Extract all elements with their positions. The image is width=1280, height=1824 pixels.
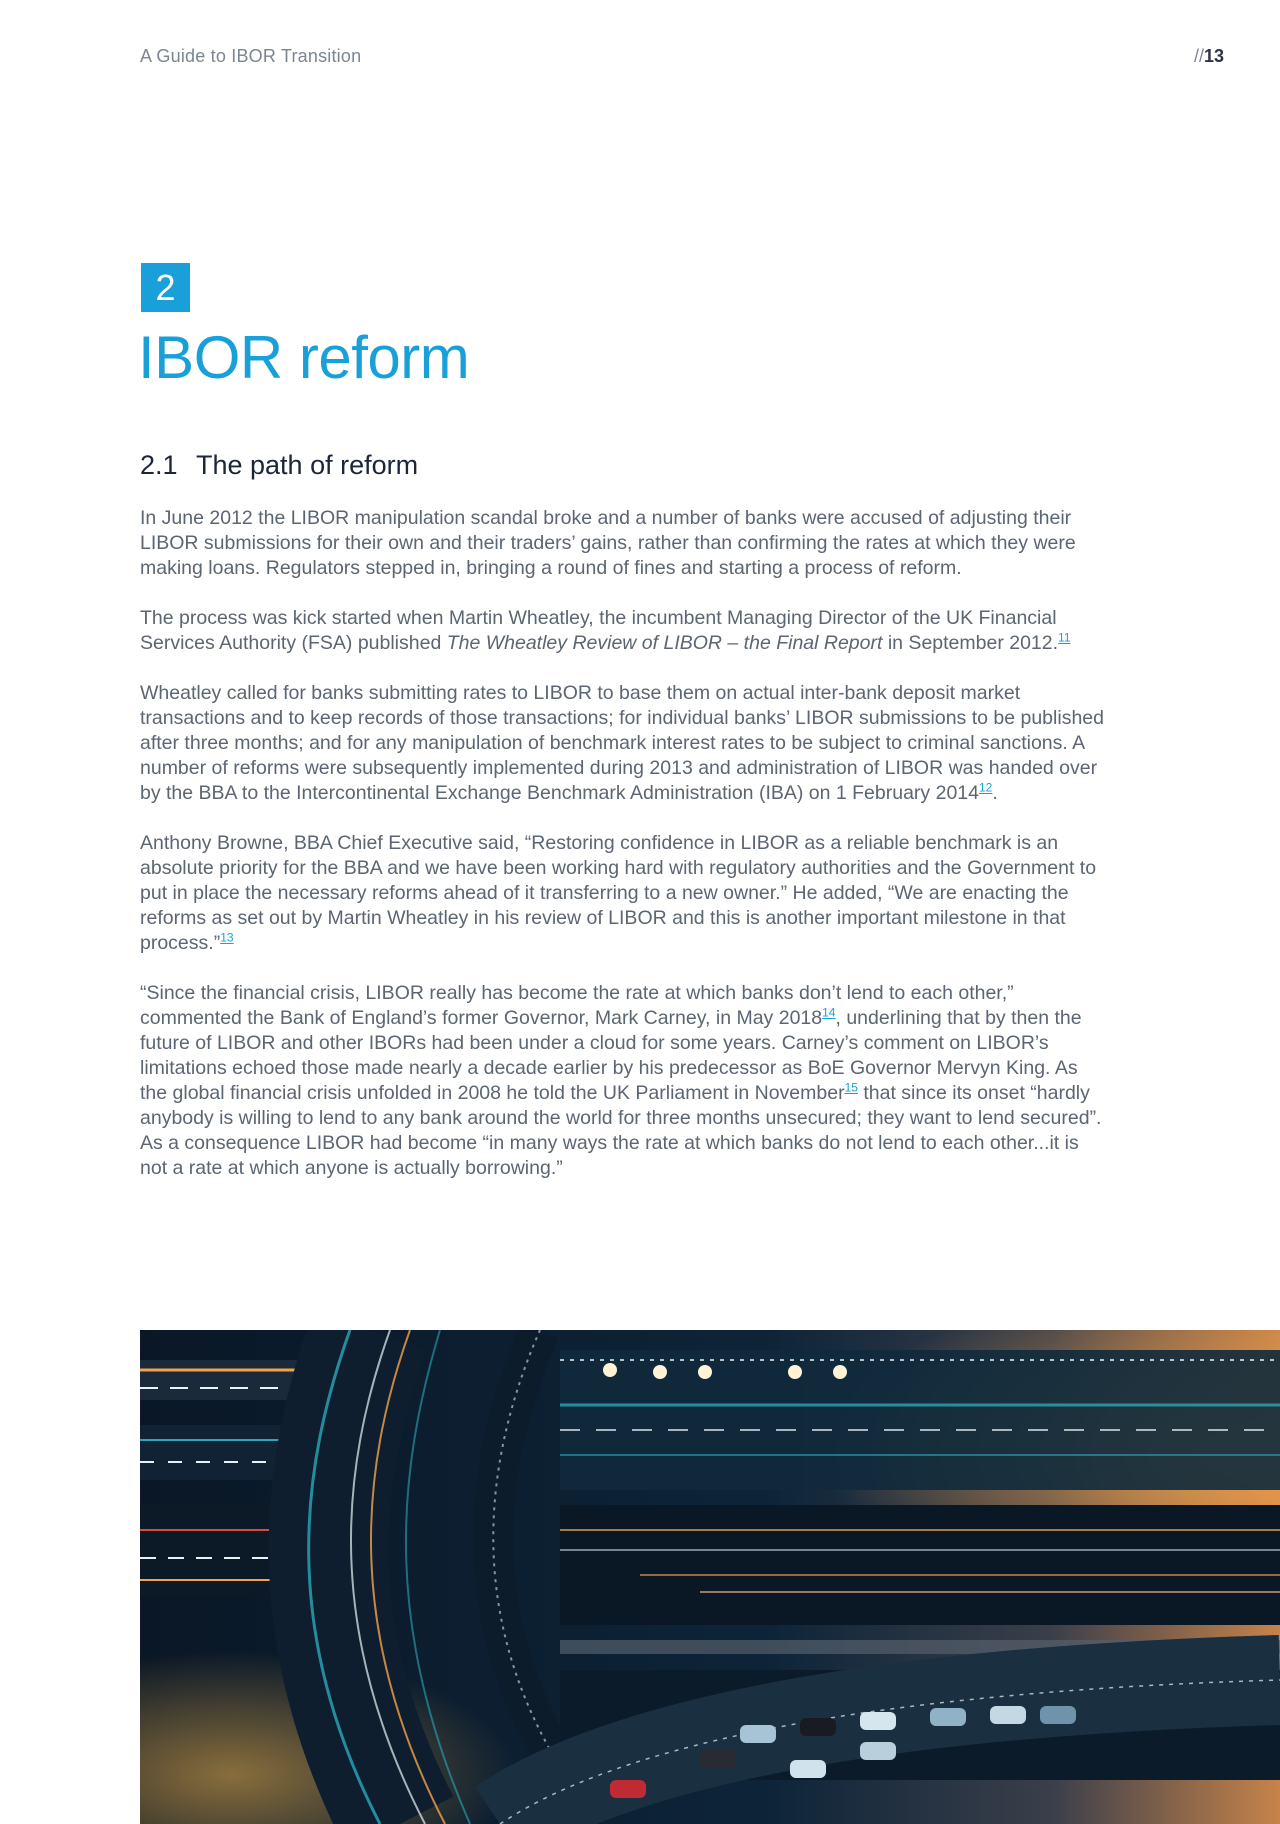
page-number-value: 13 [1203, 46, 1224, 66]
paragraph-5-text: “Since the financial crisis, LIBOR really has become the rate at which banks don’t lend to each other,” commented the Bank of England’s former Governor, Mark Carney, in May 2018 [140, 982, 1014, 1029]
paragraph-3-text-end: . [992, 782, 998, 804]
section-title: The path of reform [196, 450, 419, 480]
running-header-title: A Guide to IBOR Transition [140, 46, 362, 66]
paragraph-3-text: Wheatley called for banks submitting rates to LIBOR to base them on actual inter-bank deposit market transactions and to keep records of those transactions; for individual banks’ LIBOR submissions to be published after three months; and for any manipulation of benchmark interest rates to be subject to criminal sanctions. A number of reforms were subsequently implemented during 2013 and administration of LIBOR was handed over by the BBA to the Intercontinental Exchange Benchmark Administration (IBA) on 1 February 2014 [140, 682, 1104, 804]
chapter-title: IBOR reform [138, 324, 470, 391]
highway-photo-illustration [140, 1330, 1280, 1824]
paragraph-4-text: Anthony Browne, BBA Chief Executive said, “Restoring confidence in LIBOR as a reliable benchmark is an absolute priority for the BBA and we have been working hard with regulatory authorities and the Government to put in place the necessary reforms ahead of it transferring to a new owner.” He added, “We are enacting the reforms as set out by Martin Wheatley in his review of LIBOR and this is another important milestone in that process.” [140, 832, 1097, 954]
paragraph-5 [140, 981, 1105, 1181]
paragraph-2-text: The process was kick started when Martin Wheatley, the incumbent Managing Director of the UK Financial Services Authority (FSA) published [140, 607, 1057, 654]
footnote-link-11[interactable]: 11 [1058, 630, 1071, 645]
paragraph-5-text-end: that since its onset “hardly anybody is willing to lend to any bank around the world for three months unsecured; they want to lend secured”. As a consequence LIBOR had become “in many ways the rate at which banks do not lend to each other...it is not a rate at which anyone is actually borrowing.” [140, 1082, 1102, 1179]
paragraph-5-text-mid: , underlining that by then the future of LIBOR and other IBORs had been under a cloud for some years. Carney’s comment on LIBOR’s limitations echoed those made nearly a decade earlier by his predecessor as BoE Governor Mervyn King. As the global financial crisis unfolded in 2008 he told the UK Parliament in November [140, 1007, 1082, 1104]
paragraph-2-text-end: in September 2012. [882, 632, 1059, 654]
paragraph-1: In June 2012 the LIBOR manipulation scandal broke and a number of banks were accused of adjusting their LIBOR submissions for their own and their traders’ gains, rather than confirming the rates at which they were making loans. Regulators stepped in, bringing a round of fines and starting a process of reform. [140, 507, 1076, 579]
body-text [140, 506, 1105, 1206]
footnote-link-12[interactable]: 12 [978, 780, 993, 795]
paragraph-4 [140, 831, 1105, 956]
page-number [1194, 46, 1224, 67]
highway-interchange-photo [140, 1330, 1280, 1824]
report-title: The Wheatley Review of LIBOR – the Final Report [446, 632, 883, 654]
footnote-link-15[interactable]: 15 [844, 1080, 858, 1095]
paragraph-3 [140, 681, 1105, 806]
section-number: 2.1 [140, 450, 178, 480]
footnote-link-13[interactable]: 13 [220, 930, 234, 945]
paragraph-2 [140, 606, 1105, 656]
section-heading [140, 450, 418, 481]
page-number-prefix: // [1193, 46, 1204, 66]
chapter-number-badge: 2 [141, 263, 190, 312]
footnote-link-14[interactable]: 14 [822, 1005, 836, 1020]
